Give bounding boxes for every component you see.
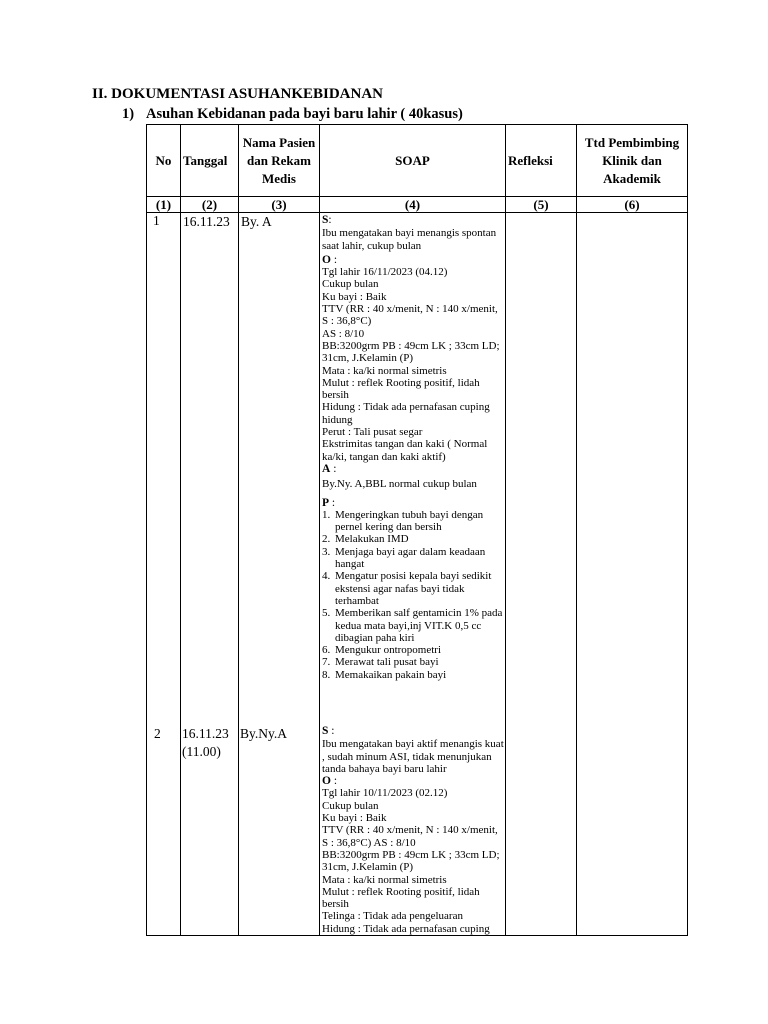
col-index: (6) — [577, 197, 688, 213]
soap-p-item: 1. Mengeringkan tubuh bayi dengan pernel kering dan bersih — [333, 509, 505, 534]
soap-o-line: Mata : ka/ki normal simetris — [322, 364, 447, 377]
soap-o-line: Mulut : reflek Rooting positif, lidah bersih — [322, 885, 480, 911]
header-ttd: Ttd Pembimbing Klinik dan Akademik — [577, 125, 688, 197]
subsection-heading — [122, 106, 463, 123]
header-nama: Nama Pasien dan Rekam Medis — [239, 125, 320, 197]
table-row — [147, 213, 688, 936]
soap-o-line: Ku bayi : Baik — [322, 812, 387, 825]
soap-o-line: Cukup bulan — [322, 278, 379, 291]
header-refleksi: Refleksi — [506, 125, 577, 197]
soap-o-line: TTV (RR : 40 x/menit, N : 140 x/menit, S : 36,8°C) AS : 8/10 — [322, 824, 498, 849]
row-no: 1 — [147, 213, 181, 936]
soap-p-label: P — [322, 496, 330, 509]
soap-p-item: 3. Menjaga bayi agar dalam keadaan hangat — [333, 546, 505, 571]
soap-a-heading: A : — [322, 462, 337, 475]
soap-s-heading: S: — [322, 214, 332, 226]
column-index-row — [147, 197, 688, 213]
soap-o-line: Perut : Tali pusat segar — [322, 426, 423, 439]
header-tanggal: Tanggal — [181, 125, 239, 197]
col-index: (4) — [320, 197, 506, 213]
soap-o-line: Telinga : Tidak ada pengeluaran — [322, 910, 463, 923]
soap-o-line: Ekstrimitas tangan dan kaki ( Normal ka/ki, tangan dan kaki aktif) — [322, 438, 488, 463]
soap-o-line: Mulut : reflek Rooting positif, lidah bersih — [322, 376, 480, 402]
soap-o-line: BB:3200grm PB : 49cm LK ; 33cm LD; 31cm, J.Kelamin (P) — [322, 848, 500, 874]
soap-o-line: Tgl lahir 16/11/2023 (04.12) — [322, 266, 448, 279]
row-patient-name: By.Ny.A — [240, 726, 287, 741]
row-no: 2 — [154, 726, 161, 741]
soap-p-item: 2. Melakukan IMD — [333, 533, 505, 545]
row-date-text: 16.11.23 — [182, 726, 229, 741]
col-index: (1) — [147, 197, 181, 213]
row-soap — [320, 213, 506, 936]
soap-o-heading: O : — [322, 253, 338, 266]
row-date-time: (11.00) — [182, 744, 221, 759]
soap-o-line: AS : 8/10 — [322, 327, 365, 340]
header-no: No — [147, 125, 181, 197]
row-refleksi — [506, 213, 577, 936]
section-heading: II. DOKUMENTASI ASUHANKEBIDANAN — [92, 86, 384, 102]
soap-o-line: Hidung : Tidak ada pernafasan cuping hidung — [322, 401, 490, 426]
row-ttd — [577, 213, 688, 936]
row-date — [181, 213, 239, 936]
soap-a-text: By.Ny. A,BBL normal cukup bulan — [322, 478, 477, 491]
subsection-title: Asuhan Kebidanan pada bayi baru lahir ( 40kasus) — [146, 106, 463, 122]
table-header-row — [147, 125, 688, 197]
soap-o-line: BB:3200grm PB : 49cm LK ; 33cm LD; 31cm, J.Kelamin (P) — [322, 339, 500, 365]
soap-o-heading: O : — [322, 775, 338, 788]
soap-p-item: 4. Mengatur posisi kepala bayi sedikit ekstensi agar nafas bayi tidak terhambat — [333, 570, 505, 607]
soap-a-label: A — [322, 462, 331, 475]
soap-o-line: Mata : ka/ki normal simetris — [322, 873, 447, 886]
col-index: (5) — [506, 197, 577, 213]
soap-o-line: Tgl lahir 10/11/2023 (02.12) — [322, 787, 448, 800]
soap-o-label: O — [322, 253, 331, 266]
soap-p-item: 7. Merawat tali pusat bayi — [333, 656, 505, 668]
soap-s-text: Ibu mengatakan bayi aktif menangis kuat , sudah minum ASI, tidak menunjukan tanda bahaya bayi baru lahir — [322, 738, 504, 775]
soap-s-text: Ibu mengatakan bayi menangis spontan saat lahir, cukup bulan — [322, 227, 497, 252]
documentation-table — [146, 124, 688, 936]
soap-o-line: Hidung : Tidak ada pernafasan cuping — [322, 922, 490, 935]
soap-s-label: S — [322, 214, 329, 226]
row-date — [182, 725, 229, 761]
soap-s-label: S — [322, 724, 329, 737]
soap-o-label: O — [322, 775, 331, 788]
soap-o-line: Ku bayi : Baik — [322, 290, 387, 303]
soap-p-list — [322, 509, 505, 681]
subsection-number: 1) — [122, 106, 135, 122]
row-patient-name: By. A — [239, 213, 320, 936]
header-soap: SOAP — [320, 125, 506, 197]
soap-p-item: 6. Mengukur ontropometri — [333, 644, 505, 656]
soap-o-line: Cukup bulan — [322, 799, 379, 812]
row-date-text: 16.11.23 — [183, 214, 230, 229]
soap-p-item: 5. Memberikan salf gentamicin 1% pada kedua mata bayi,inj VIT.K 0,5 cc dibagian paha kiri — [333, 607, 505, 644]
soap-p-heading: P : — [322, 496, 336, 509]
soap-p-item: 8. Memakaikan pakain bayi — [333, 669, 505, 681]
soap-s-heading: S : — [322, 724, 335, 737]
soap-o-line: TTV (RR : 40 x/menit, N : 140 x/menit, S : 36,8°C) — [322, 303, 498, 328]
col-index: (2) — [181, 197, 239, 213]
col-index: (3) — [239, 197, 320, 213]
